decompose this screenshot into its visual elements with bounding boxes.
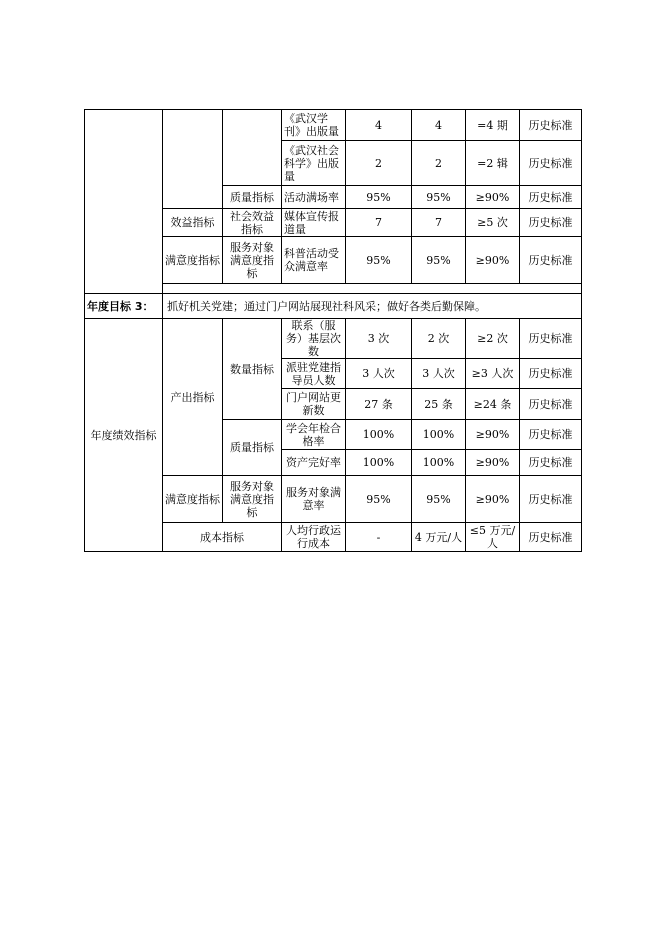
actual-value-cell: 4 万元/人	[412, 523, 466, 552]
actual-value-cell: 3 人次	[412, 359, 466, 389]
standard-cell: ≥90%	[466, 237, 520, 284]
standard-cell: ≥2 次	[466, 319, 520, 359]
secondary-indicator-cell: 服务对象满意度指标	[223, 476, 282, 523]
table-row	[85, 319, 582, 359]
basis-cell: 历史标准	[520, 476, 582, 523]
primary-indicator-cell: 满意度指标	[163, 237, 223, 284]
standard-cell: ≥90%	[466, 450, 520, 476]
secondary-indicator-cell: 质量指标	[223, 186, 282, 209]
target-value-cell: 2	[346, 141, 412, 186]
table-row	[85, 110, 582, 141]
primary-indicator-cell: 满意度指标	[163, 476, 223, 523]
actual-value-cell: 95%	[412, 237, 466, 284]
standard-cell: ≥3 人次	[466, 359, 520, 389]
target-value-cell: 100%	[346, 450, 412, 476]
target-value-cell: 7	[346, 209, 412, 237]
standard-cell: =4 期	[466, 110, 520, 141]
goal-row	[85, 294, 582, 319]
basis-cell: 历史标准	[520, 209, 582, 237]
actual-value-cell: 100%	[412, 420, 466, 450]
category-cell-empty	[85, 110, 163, 294]
cost-indicator-cell: 成本指标	[163, 523, 282, 552]
goal-label: 年度目标 3：	[85, 294, 163, 319]
indicator-cell: 《武汉学刊》出版量	[282, 110, 346, 141]
actual-value-cell: 2 次	[412, 319, 466, 359]
actual-value-cell: 4	[412, 110, 466, 141]
indicator-cell: 服务对象满意率	[282, 476, 346, 523]
goal-text: 抓好机关党建；通过门户网站展现社科风采；做好各类后勤保障。	[163, 294, 582, 319]
secondary-indicator-cell: 数量指标	[223, 319, 282, 420]
performance-indicator-table	[84, 109, 582, 552]
target-value-cell: 27 条	[346, 389, 412, 420]
target-value-cell: 100%	[346, 420, 412, 450]
target-value-cell: 95%	[346, 476, 412, 523]
basis-cell: 历史标准	[520, 523, 582, 552]
primary-indicator-cell: 产出指标	[163, 319, 223, 476]
target-value-cell: 3 次	[346, 319, 412, 359]
standard-cell: ≥90%	[466, 420, 520, 450]
basis-cell: 历史标准	[520, 359, 582, 389]
secondary-cell-empty	[223, 110, 282, 186]
actual-value-cell: 95%	[412, 186, 466, 209]
actual-value-cell: 2	[412, 141, 466, 186]
standard-cell: ≥90%	[466, 476, 520, 523]
indicator-cell: 派驻党建指导员人数	[282, 359, 346, 389]
basis-cell: 历史标准	[520, 450, 582, 476]
actual-value-cell: 95%	[412, 476, 466, 523]
standard-cell: ≥24 条	[466, 389, 520, 420]
basis-cell: 历史标准	[520, 237, 582, 284]
indicator-cell: 人均行政运行成本	[282, 523, 346, 552]
standard-cell: ≤5 万元/人	[466, 523, 520, 552]
performance-table-page	[84, 109, 581, 552]
target-value-cell: 95%	[346, 237, 412, 284]
actual-value-cell: 25 条	[412, 389, 466, 420]
primary-cell-empty	[163, 110, 223, 209]
target-value-cell: 95%	[346, 186, 412, 209]
indicator-cell: 活动满场率	[282, 186, 346, 209]
basis-cell: 历史标准	[520, 389, 582, 420]
indicator-cell: 《武汉社会科学》出版量	[282, 141, 346, 186]
actual-value-cell: 7	[412, 209, 466, 237]
indicator-cell: 媒体宣传报道量	[282, 209, 346, 237]
indicator-cell: 门户网站更新数	[282, 389, 346, 420]
secondary-indicator-cell: 服务对象满意度指标	[223, 237, 282, 284]
basis-cell: 历史标准	[520, 110, 582, 141]
secondary-indicator-cell: 社会效益指标	[223, 209, 282, 237]
basis-cell: 历史标准	[520, 186, 582, 209]
basis-cell: 历史标准	[520, 319, 582, 359]
target-value-cell: 3 人次	[346, 359, 412, 389]
indicator-cell: 资产完好率	[282, 450, 346, 476]
spacer-cell	[163, 284, 582, 294]
standard-cell: ≥5 次	[466, 209, 520, 237]
target-value-cell: 4	[346, 110, 412, 141]
category-label: 年度绩效指标	[85, 319, 163, 552]
standard-cell: ≥90%	[466, 186, 520, 209]
basis-cell: 历史标准	[520, 420, 582, 450]
indicator-cell: 学会年检合格率	[282, 420, 346, 450]
primary-indicator-cell: 效益指标	[163, 209, 223, 237]
indicator-cell: 联系（服务）基层次数	[282, 319, 346, 359]
actual-value-cell: 100%	[412, 450, 466, 476]
target-value-cell: -	[346, 523, 412, 552]
standard-cell: =2 辑	[466, 141, 520, 186]
indicator-cell: 科普活动受众满意率	[282, 237, 346, 284]
basis-cell: 历史标准	[520, 141, 582, 186]
secondary-indicator-cell: 质量指标	[223, 420, 282, 476]
